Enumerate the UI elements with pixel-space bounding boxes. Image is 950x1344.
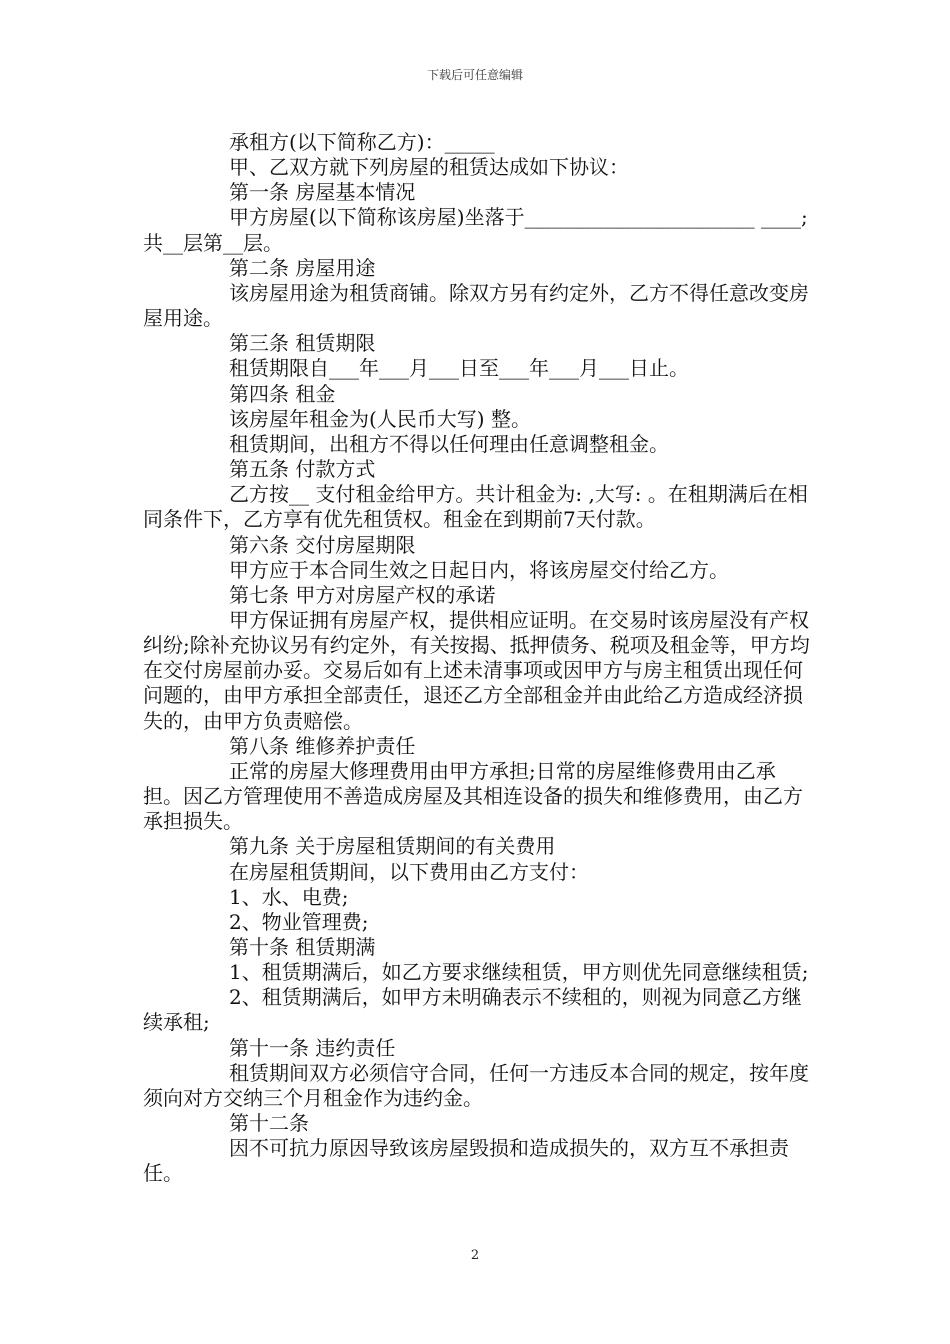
- article-heading: 第四条 租金: [229, 381, 336, 406]
- article-heading: 第七条 甲方对房屋产权的承诺: [229, 582, 496, 607]
- article-heading: 第八条 维修养护责任: [229, 733, 416, 758]
- paragraph: 租赁期限自___年___月___日至___年___月___日止。: [229, 356, 689, 381]
- article-heading: 第九条 关于房屋租赁期间的有关费用: [229, 834, 556, 859]
- paragraph: 承租方(以下简称乙方)：_____: [229, 130, 495, 154]
- list-item: 1、租赁期满后，如乙方要求继续租赁，甲方则优先同意继续租赁;: [229, 960, 809, 985]
- paragraph: 租赁期间，出租方不得以任何理由任意调整租金。: [229, 431, 669, 456]
- paragraph: 甲、乙双方就下列房屋的租赁达成如下协议：: [229, 155, 629, 180]
- article-heading: 第五条 付款方式: [229, 457, 376, 482]
- article-heading: 第三条 租赁期限: [229, 331, 376, 356]
- article-heading: 第十条 租赁期满: [229, 935, 376, 959]
- paragraph: 该房屋年租金为(人民币大写) 整。: [229, 406, 531, 431]
- page-header: 下载后可任意编辑: [426, 68, 523, 82]
- list-item: 2、租赁期满后，如甲方未明确表示不续租的，则视为同意乙方继续承租;: [143, 985, 802, 1035]
- list-item: 1、水、电费;: [229, 884, 349, 909]
- paragraph: 正常的房屋大修理费用由甲方承担;日常的房屋维修费用由乙承担。因乙方管理使用不善造成房屋及其相连设备的损失和维修费用，由乙方承担损失。: [143, 758, 803, 834]
- paragraph: 在房屋租赁期间，以下费用由乙方支付：: [229, 859, 589, 884]
- article-heading: 第六条 交付房屋期限: [229, 532, 416, 557]
- contract-body: [143, 130, 811, 1187]
- paragraph: 甲方应于本合同生效之日起日内，将该房屋交付给乙方。: [229, 557, 729, 582]
- paragraph: 该房屋用途为租赁商铺。除双方另有约定外，乙方不得任意改变房屋用途。: [143, 280, 809, 331]
- paragraph: 因不可抗力原因导致该房屋毁损和造成损失的，双方互不承担责任。: [143, 1136, 789, 1186]
- paragraph: 租赁期间双方必须信守合同，任何一方违反本合同的规定，按年度须向对方交纳三个月租金作为违约金。: [143, 1060, 809, 1110]
- article-heading: 第十一条 违约责任: [229, 1035, 396, 1060]
- page-number: 2: [470, 1248, 480, 1263]
- paragraph: 甲方保证拥有房屋产权，提供相应证明。在交易时该房屋没有产权纠纷;除补充协议另有约定外，有关按揭、抵押债务、税项及租金等，甲方均在交付房屋前办妥。交易后如有上述未清事项或因甲方与房主租赁出现任何问题的，由甲方承担全部责任，退还乙方全部租金并由此给乙方造成经济损失的，由甲方负责赔偿。: [143, 607, 810, 733]
- article-heading: 第二条 房屋用途: [229, 255, 376, 280]
- paragraph: 甲方房屋(以下简称该房屋)坐落于_______________________ ____;共__层第__层。: [143, 205, 808, 255]
- paragraph: 乙方按__ 支付租金给甲方。共计租金为: ,大写: 。在租期满后在相同条件下，乙方享有优先租赁权。租金在到期前7天付款。: [143, 482, 808, 532]
- article-heading: 第十二条: [229, 1111, 309, 1136]
- list-item: 2、物业管理费;: [229, 909, 369, 934]
- article-heading: 第一条 房屋基本情况: [229, 180, 416, 205]
